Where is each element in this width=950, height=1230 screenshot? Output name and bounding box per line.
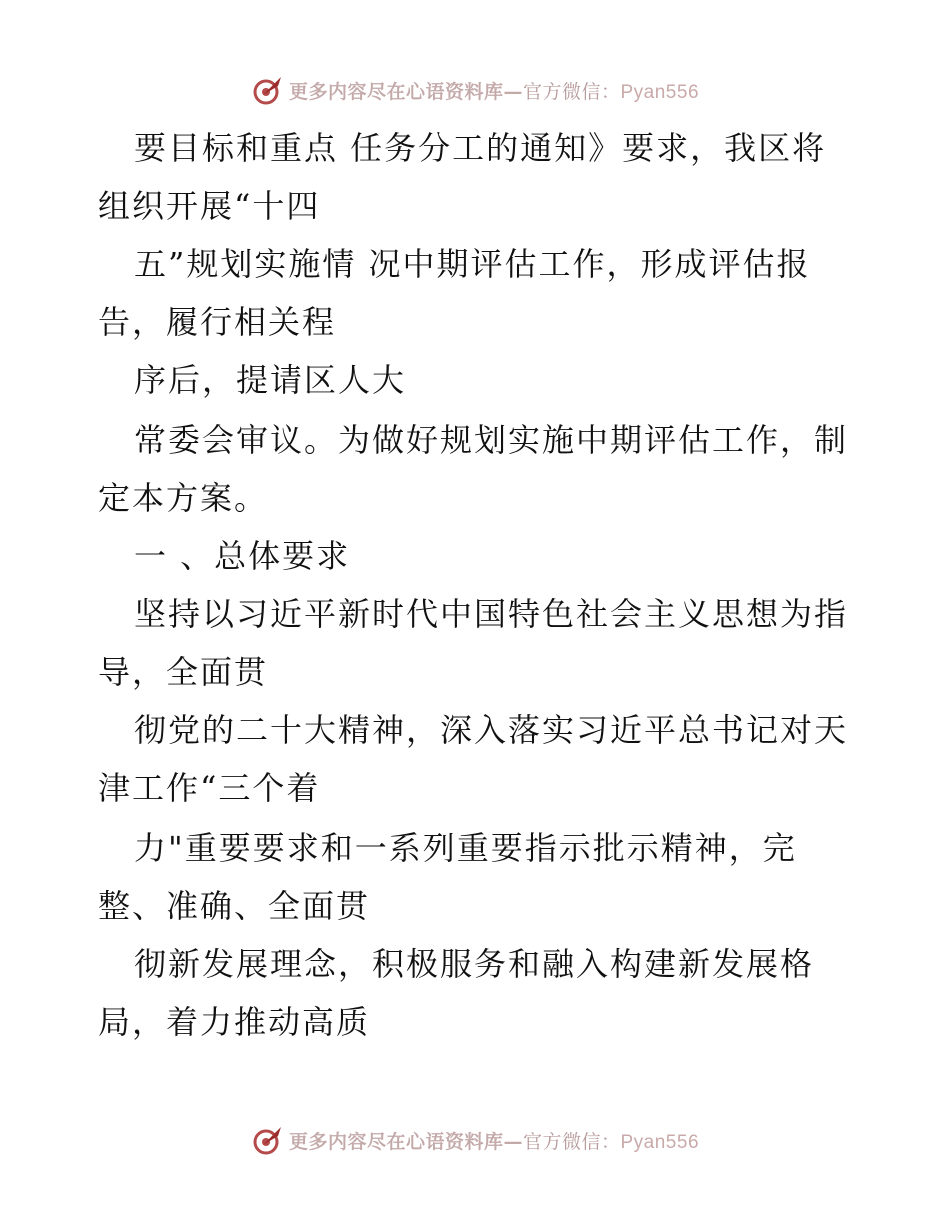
watermark-dash: — <box>503 1130 523 1153</box>
text-line: 彻新发展理念，积极服务和融入构建新发展格 <box>134 945 815 983</box>
text-line: 常委会审议。为做好规划实施中期评估工作，制 <box>134 421 849 459</box>
text-line: 整、准确、全面贯 <box>98 887 371 925</box>
quill-logo-icon <box>251 73 285 107</box>
text-line: 力"重要要求和一系列重要指示批示精神，完 <box>134 829 797 867</box>
watermark-brand: 更多内容尽在心语资料库 <box>288 80 504 103</box>
text-line: 局，着力推动高质 <box>98 1003 371 1041</box>
watermark-wechat-label: 官方微信： <box>522 80 621 103</box>
text-line: 彻党的二十大精神，深入落实习近平总书记对天 <box>134 711 849 749</box>
watermark-wechat-id: Pyan556 <box>620 1131 700 1153</box>
text-line: 告，履行相关程 <box>98 303 337 341</box>
section-heading: 一 、总体要求 <box>134 537 351 575</box>
text-line: 要目标和重点 任务分工的通知》要求，我区将 <box>134 129 827 167</box>
footer-watermark <box>0 1120 950 1160</box>
watermark-wechat-id: Pyan556 <box>620 81 700 103</box>
watermark-wechat-label: 官方微信： <box>522 1130 621 1153</box>
quill-logo-icon <box>251 1123 285 1157</box>
text-line: 津工作“三个着 <box>98 769 321 807</box>
watermark-dash: — <box>503 80 523 103</box>
text-line: 导，全面贯 <box>98 653 269 691</box>
text-line: 五”规划实施情 况中期评估工作，形成评估报 <box>134 245 811 283</box>
header-watermark <box>0 70 950 110</box>
text-line: 坚持以习近平新时代中国特色社会主义思想为指 <box>134 595 849 633</box>
watermark-brand: 更多内容尽在心语资料库 <box>288 1130 504 1153</box>
text-line: 组织开展“十四 <box>98 187 321 225</box>
text-line: 定本方案。 <box>98 479 269 517</box>
text-line: 序后，提请区人大 <box>134 361 407 399</box>
